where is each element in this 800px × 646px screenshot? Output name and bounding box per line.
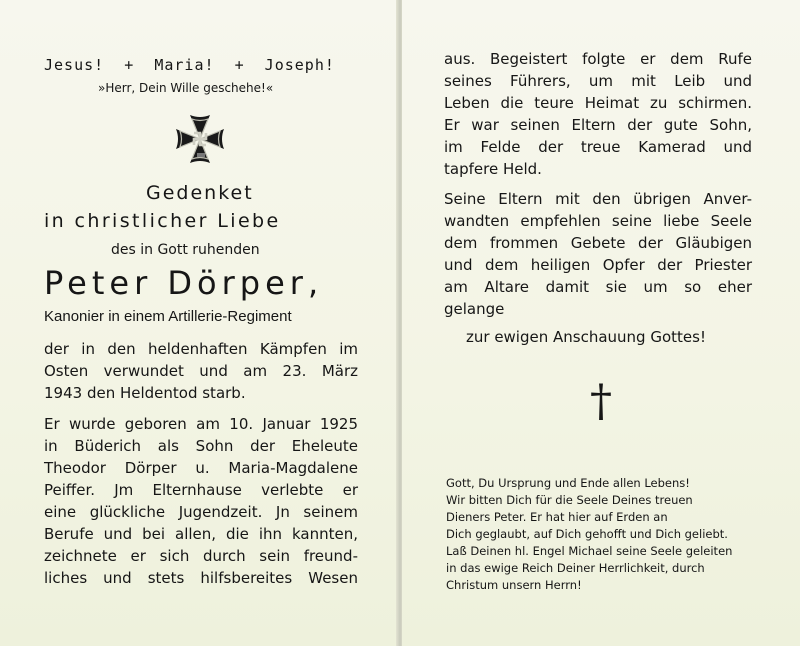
right-para2-line-4: und dem heiligen Opfer der Priester xyxy=(444,256,752,274)
right-para1-line-1: aus. Begeistert folgte er dem Rufe xyxy=(444,50,752,68)
left-page xyxy=(0,0,398,646)
closing-line: zur ewigen Anschauung Gottes! xyxy=(466,328,706,346)
resting-in-god-line: des in Gott ruhenden xyxy=(111,242,260,258)
right-para1-line-6: tapfere Held. xyxy=(444,160,542,178)
prayer-line-7: Christum unsern Herrn! xyxy=(446,578,582,592)
para1-line-2: Osten verwundet und am 23. März xyxy=(44,362,358,380)
para2-line-5: eine glückliche Jugendzeit. Jn seinem xyxy=(44,503,358,521)
para2-line-8: liches und stets hilfsbereites Wesen xyxy=(44,569,358,587)
motto: »Herr, Dein Wille geschehe!« xyxy=(98,81,274,95)
para2-line-7: zeichnete er sich durch sein freund- xyxy=(44,547,358,565)
prayer-line-3: Dieners Peter. Er hat hier auf Erden an xyxy=(446,510,668,524)
right-para1-line-5: im Felde der treue Kamerad und xyxy=(444,138,752,156)
right-para2-line-2: wandten empfehlen seine liebe Seele xyxy=(444,212,752,230)
right-para2-line-6: gelange xyxy=(444,300,505,318)
right-page xyxy=(402,0,800,646)
deceased-name: Peter Dörper, xyxy=(44,264,324,302)
right-para2-line-3: dem frommen Gebete der Gläubigen xyxy=(444,234,752,252)
para2-line-6: Berufe und bei allen, die ihn kannten, xyxy=(44,525,358,543)
right-para1-line-3: Leben die teure Heimat zu schirmen. xyxy=(444,94,752,112)
military-rank: Kanonier in einem Artillerie-Regiment xyxy=(44,308,292,325)
right-para2-line-5: am Altare damit sie um so eher xyxy=(444,278,752,296)
prayer-line-6: in das ewige Reich Deiner Herrlichkeit, durch xyxy=(446,561,705,575)
prayer-line-4: Dich geglaubt, auf Dich gehofft und Dich geliebt. xyxy=(446,527,728,541)
para1-line-3: 1943 den Heldentod starb. xyxy=(44,384,246,402)
para2-line-4: Peiffer. Jm Elternhause verlebte er xyxy=(44,481,358,499)
right-para1-line-4: Er war seinen Eltern der gute Sohn, xyxy=(444,116,752,134)
prayer-line-5: Laß Deinen hl. Engel Michael seine Seele geleiten xyxy=(446,544,733,558)
para2-line-1: Er wurde geboren am 10. Januar 1925 xyxy=(44,415,358,433)
right-para2-line-1: Seine Eltern mit den übrigen Anver- xyxy=(444,190,752,208)
prayer-line-1: Gott, Du Ursprung und Ende allen Lebens! xyxy=(446,476,690,490)
iron-cross-icon xyxy=(174,113,226,165)
para2-line-3: Theodor Dörper u. Maria-Magdalene xyxy=(44,459,358,477)
para2-line-2: in Büderich als Sohn der Eheleute xyxy=(44,437,358,455)
cross-icon: † xyxy=(590,376,612,427)
christian-love-line: in christlicher Liebe xyxy=(44,210,281,232)
invocation: Jesus! + Maria! + Joseph! xyxy=(44,56,335,74)
right-para1-line-2: seines Führers, um mit Leib und xyxy=(444,72,752,90)
para1-line-1: der in den heldenhaften Kämpfen im xyxy=(44,340,358,358)
prayer-line-2: Wir bitten Dich für die Seele Deines treuen xyxy=(446,493,693,507)
gedenket: Gedenket xyxy=(146,182,254,204)
